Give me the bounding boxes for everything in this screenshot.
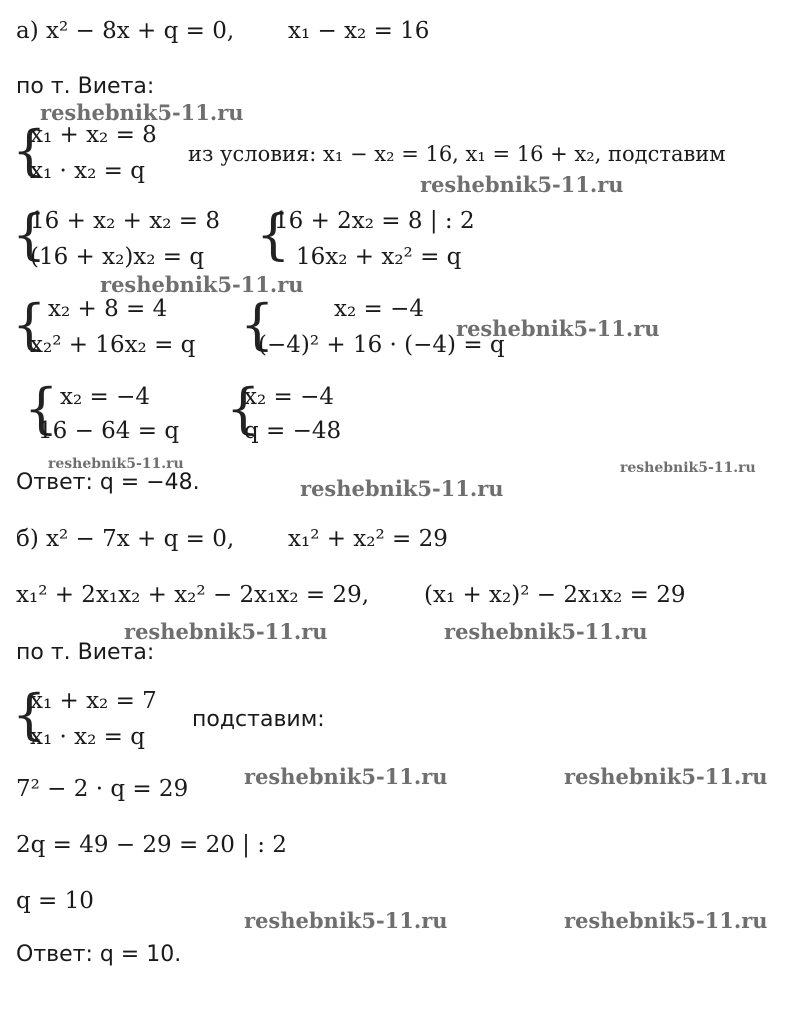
system-a2-right-line1: 16 + 2x₂ = 8 | : 2: [274, 208, 475, 234]
watermark: reshebnik5-11.ru: [244, 908, 448, 933]
brace-a3-left: {: [12, 293, 47, 356]
watermark: reshebnik5-11.ru: [48, 456, 184, 472]
part-b-expand-left: x₁² + 2x₁x₂ + x₂² − 2x₁x₂ = 29,: [16, 582, 370, 608]
part-b-substitute: подставим:: [192, 707, 325, 732]
watermark: reshebnik5-11.ru: [244, 764, 448, 789]
part-b-label: б): [16, 526, 39, 552]
part-b-vieta-title: по т. Виета:: [16, 640, 155, 665]
system-a3-right-line1: x₂ = −4: [334, 296, 424, 322]
system-b1-line2: x₁ · x₂ = q: [30, 724, 145, 750]
watermark: reshebnik5-11.ru: [456, 316, 660, 341]
part-a-answer: Ответ: q = −48.: [16, 470, 200, 495]
system-a1-line2: x₁ · x₂ = q: [30, 158, 145, 184]
system-a4-right-line2: q = −48: [244, 418, 342, 444]
system-a3-left-line1: x₂ + 8 = 4: [48, 296, 168, 322]
watermark: reshebnik5-11.ru: [564, 764, 768, 789]
system-a4-left-line2: 16 − 64 = q: [38, 418, 180, 444]
brace-a3-right: {: [240, 293, 275, 356]
brace-b1: {: [12, 683, 47, 746]
part-b-step1: 7² − 2 · q = 29: [16, 776, 189, 802]
part-a-equation: x² − 8x + q = 0,: [46, 18, 235, 44]
watermark: reshebnik5-11.ru: [620, 460, 756, 476]
watermark: reshebnik5-11.ru: [420, 172, 624, 197]
part-b-expand-right: (x₁ + x₂)² − 2x₁x₂ = 29: [424, 582, 686, 608]
part-a-substitute-note: из условия: x₁ − x₂ = 16, x₁ = 16 + x₂, подставим: [188, 142, 726, 166]
system-a2-right-line2: 16x₂ + x₂² = q: [296, 244, 462, 270]
system-a3-right-line2: (−4)² + 16 · (−4) = q: [258, 332, 505, 358]
system-a4-left-line1: x₂ = −4: [60, 384, 150, 410]
watermark: reshebnik5-11.ru: [124, 619, 328, 644]
system-a1-line1: x₁ + x₂ = 8: [30, 122, 157, 148]
part-a-condition: x₁ − x₂ = 16: [288, 18, 430, 44]
watermark: reshebnik5-11.ru: [300, 476, 504, 501]
part-b-answer: Ответ: q = 10.: [16, 942, 182, 967]
system-a2-left-line2: (16 + x₂)x₂ = q: [30, 244, 205, 270]
brace-a4-left: {: [24, 377, 59, 440]
part-b-equation: x² − 7x + q = 0,: [46, 526, 235, 552]
watermark: reshebnik5-11.ru: [444, 619, 648, 644]
system-a3-left-line2: x₂² + 16x₂ = q: [30, 332, 196, 358]
brace-a2-left: {: [12, 203, 47, 266]
system-a2-left-line1: 16 + x₂ + x₂ = 8: [30, 208, 220, 234]
part-a-label: а): [16, 18, 39, 44]
brace-a4-right: {: [226, 377, 261, 440]
part-b-step3: q = 10: [16, 888, 94, 914]
brace-a2-right: {: [256, 203, 291, 266]
part-b-condition: x₁² + x₂² = 29: [288, 526, 448, 552]
watermark: reshebnik5-11.ru: [564, 908, 768, 933]
watermark: reshebnik5-11.ru: [40, 100, 244, 125]
system-a4-right-line1: x₂ = −4: [244, 384, 334, 410]
watermark: reshebnik5-11.ru: [100, 272, 304, 297]
system-b1-line1: x₁ + x₂ = 7: [30, 688, 157, 714]
brace-a1: {: [12, 119, 47, 182]
part-a-vieta-title: по т. Виета:: [16, 74, 155, 99]
part-b-step2: 2q = 49 − 29 = 20 | : 2: [16, 832, 287, 858]
